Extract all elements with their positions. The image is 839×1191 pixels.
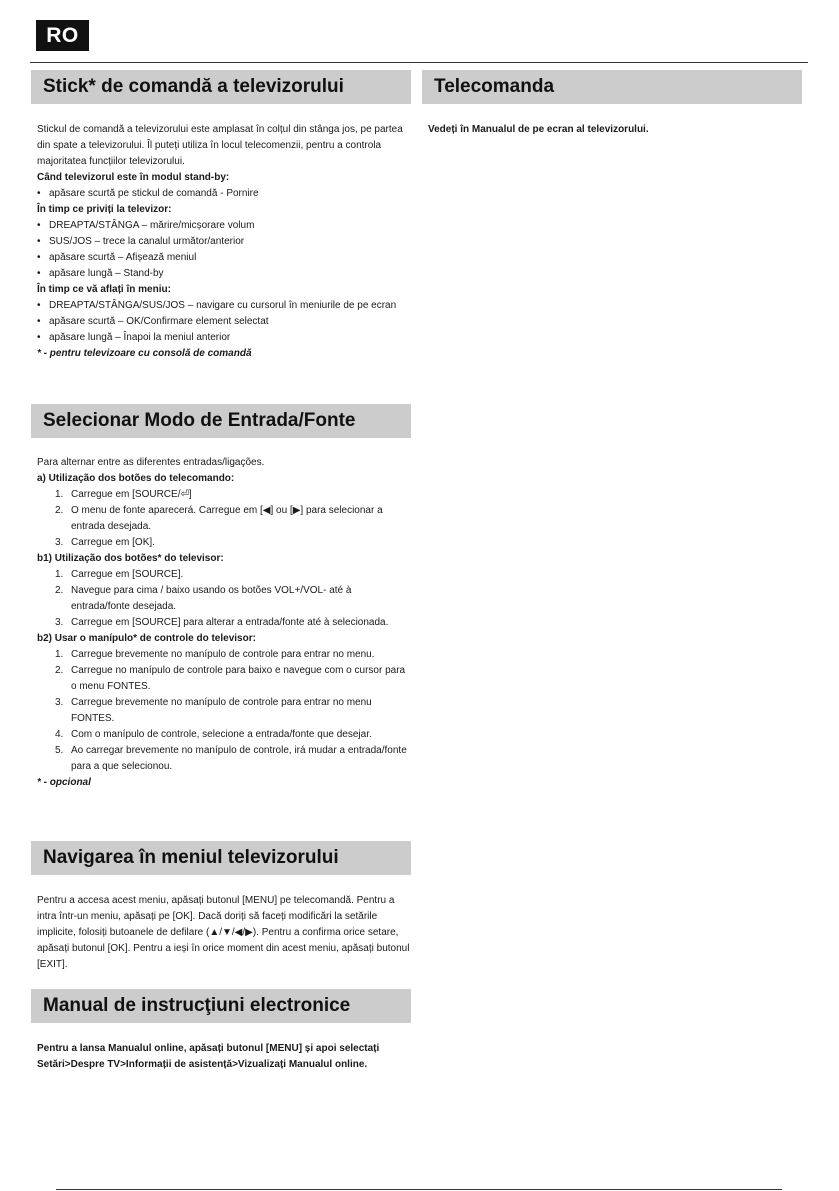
watching-list bbox=[37, 218, 411, 282]
source-a-heading: a) Utilização dos botões do telecomando: bbox=[37, 473, 235, 484]
list-item: 3. Carregue em [OK]. bbox=[55, 537, 155, 548]
emanual-text: Pentru a lansa Manualul online, apăsați butonul [MENU] și apoi selectați Setări>Despre TV>Informații de asistență>Vizualizați Manualul online. bbox=[37, 1043, 380, 1070]
section-emanual bbox=[31, 989, 411, 1073]
joystick-footnote: * - pentru televizoare cu consolă de comandă bbox=[37, 348, 252, 359]
source-b2-heading: b2) Usar o manípulo* de controle do televisor: bbox=[37, 633, 256, 644]
section-joystick bbox=[31, 70, 411, 362]
watching-heading: În timp ce priviți la televizor: bbox=[37, 204, 172, 215]
standby-heading: Când televizorul este în modul stand-by: bbox=[37, 172, 230, 183]
section-remote bbox=[422, 70, 802, 138]
source-b2-list bbox=[37, 647, 411, 775]
list-item: • SUS/JOS – trece la canalul următor/anterior bbox=[37, 234, 411, 250]
section-source bbox=[31, 404, 411, 791]
list-item: • apăsare scurtă – OK/Confirmare element selectat bbox=[37, 314, 411, 330]
source-footnote: * - opcional bbox=[37, 777, 91, 788]
navigation-title: Navigarea în meniul televizorului bbox=[31, 841, 411, 875]
list-item: • apăsare lungă – Înapoi la meniul anterior bbox=[37, 330, 411, 346]
language-badge: RO bbox=[36, 20, 89, 51]
bottom-divider bbox=[56, 1189, 782, 1190]
joystick-title: Stick* de comandă a televizorului bbox=[31, 70, 411, 104]
joystick-intro: Stickul de comandă a televizorului este amplasat în colțul din stânga jos, pe partea din spate a televizorului. Îl puteți utiliza în locul telecomenzii, pentru a controla majoritatea funcțiilor televizorului. bbox=[37, 124, 403, 167]
list-item: 1. Carregue em [SOURCE/⏎] bbox=[55, 489, 192, 500]
menu-heading: În timp ce vă aflați în meniu: bbox=[37, 284, 171, 295]
source-b1-heading: b1) Utilização dos botões* do televisor: bbox=[37, 553, 224, 564]
remote-text: Vedeți în Manualul de pe ecran al televizorului. bbox=[428, 124, 649, 135]
top-divider bbox=[30, 62, 808, 63]
list-item: 1. Carregue brevemente no manípulo de controle para entrar no menu. bbox=[55, 649, 375, 660]
list-item: • DREAPTA/STÂNGA – mărire/micșorare volum bbox=[37, 218, 411, 234]
list-item: 2. Navegue para cima / baixo usando os botões VOL+/VOL- até à entrada/fonte desejada. bbox=[55, 585, 352, 612]
list-item: • apăsare lungă – Stand-by bbox=[37, 266, 411, 282]
source-intro: Para alternar entre as diferentes entradas/ligações. bbox=[37, 457, 265, 468]
list-item: 5. Ao carregar brevemente no manípulo de controle, irá mudar a entrada/fonte para a que selecionou. bbox=[55, 745, 407, 772]
standby-list bbox=[37, 186, 411, 202]
remote-title: Telecomanda bbox=[422, 70, 802, 104]
list-item: 2. Carregue no manípulo de controle para baixo e navegue com o cursor para o menu FONTES. bbox=[55, 665, 406, 692]
section-navigation bbox=[31, 841, 411, 973]
list-item: 3. Carregue em [SOURCE] para alterar a entrada/fonte até à selecionada. bbox=[55, 617, 389, 628]
list-item: 1. Carregue em [SOURCE]. bbox=[55, 569, 184, 580]
list-item: • apăsare scurtă – Afișează meniul bbox=[37, 250, 411, 266]
navigation-text: Pentru a accesa acest meniu, apăsați butonul [MENU] pe telecomandă. Pentru a intra într-un meniu, apăsați pe [OK]. Dacă doriți să faceți modificări la setările implicite, folosiți butoanele de defilare (▲/▼/◀/▶). Pentru a confirma orice setare, apăsați butonul [OK]. Pentru a ieși în orice moment din acest meniu, apăsați butonul [EXIT]. bbox=[37, 895, 410, 970]
list-item: 3. Carregue brevemente no manípulo de controle para entrar no menu FONTES. bbox=[55, 697, 372, 724]
list-item: • DREAPTA/STÂNGA/SUS/JOS – navigare cu cursorul în meniurile de pe ecran bbox=[37, 298, 411, 314]
source-title: Selecionar Modo de Entrada/Fonte bbox=[31, 404, 411, 438]
source-a-list bbox=[37, 487, 411, 551]
list-item: 4. Com o manípulo de controle, selecione a entrada/fonte que desejar. bbox=[55, 729, 372, 740]
menu-list bbox=[37, 298, 411, 346]
emanual-title: Manual de instrucţiuni electronice bbox=[31, 989, 411, 1023]
list-item: • apăsare scurtă pe stickul de comandă - Pornire bbox=[37, 186, 411, 202]
source-b1-list bbox=[37, 567, 411, 631]
list-item: 2. O menu de fonte aparecerá. Carregue em [◀] ou [▶] para selecionar a entrada desejada. bbox=[55, 505, 383, 532]
